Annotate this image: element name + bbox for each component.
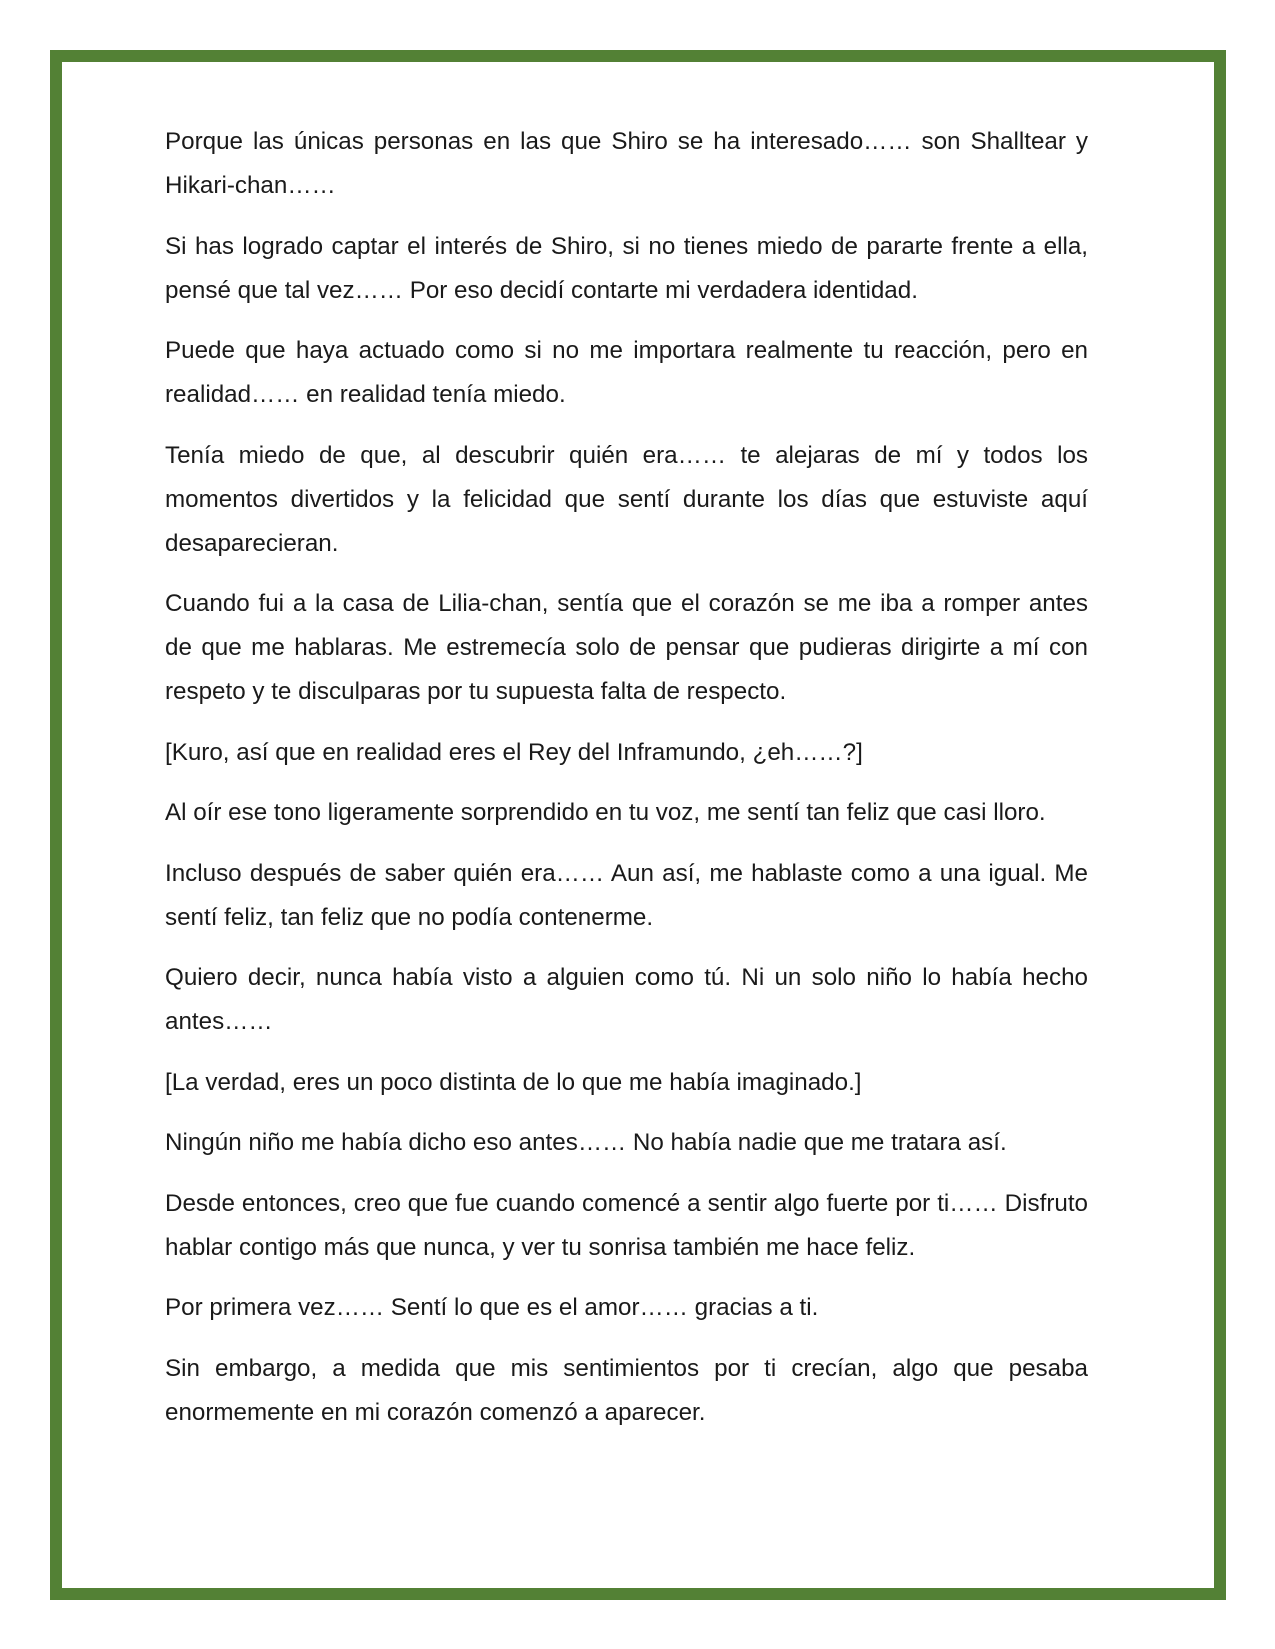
paragraph: Ningún niño me había dicho eso antes…… No había nadie que me tratara así. xyxy=(165,1129,1007,1156)
paragraph: [Kuro, así que en realidad eres el Rey del Inframundo, ¿eh……?] xyxy=(165,738,863,766)
paragraph: Porque las únicas personas en las que Shiro se ha interesado…… son Shalltear y Hikari-chan…… xyxy=(165,128,1088,199)
paragraph: Sin embargo, a medida que mis sentimientos por ti crecían, algo que pesaba enormemente en mi corazón comenzó a aparecer. xyxy=(165,1354,1088,1426)
paragraph: Puede que haya actuado como si no me importara realmente tu reacción, pero en realidad…… en realidad tenía miedo. xyxy=(165,337,1088,408)
paragraph: Por primera vez…… Sentí lo que es el amor…… gracias a ti. xyxy=(165,1294,819,1321)
paragraph: Desde entonces, creo que fue cuando comencé a sentir algo fuerte por ti…… Disfruto hablar contigo más que nunca, y ver tu sonrisa también me hace feliz. xyxy=(165,1189,1088,1261)
paragraph: Quiero decir, nunca había visto a alguien como tú. Ni un solo niño lo había hecho antes…… xyxy=(165,964,1088,1035)
paragraph: Al oír ese tono ligeramente sorprendido en tu voz, me sentí tan feliz que casi lloro. xyxy=(165,799,1046,826)
paragraph: Tenía miedo de que, al descubrir quién era…… te alejaras de mí y todos los momentos divertidos y la felicidad que sentí durante los días que estuviste aquí desaparecieran. xyxy=(165,441,1088,557)
paragraph: Si has logrado captar el interés de Shiro, si no tienes miedo de pararte frente a ella, pensé que tal vez…… Por eso decidí contarte mi verdadera identidad. xyxy=(165,232,1088,304)
paragraph: [La verdad, eres un poco distinta de lo que me había imaginado.] xyxy=(165,1068,862,1096)
paragraph: Cuando fui a la casa de Lilia-chan, sentía que el corazón se me iba a romper antes de que me hablaras. Me estremecía solo de pensar que pudieras dirigirte a mí con respeto y te disculparas por tu supuesta falta de respecto. xyxy=(165,590,1088,705)
document-body xyxy=(165,120,1088,1451)
paragraph: Incluso después de saber quién era…… Aun así, me hablaste como a una igual. Me sentí feliz, tan feliz que no podía contenerme. xyxy=(165,859,1088,931)
